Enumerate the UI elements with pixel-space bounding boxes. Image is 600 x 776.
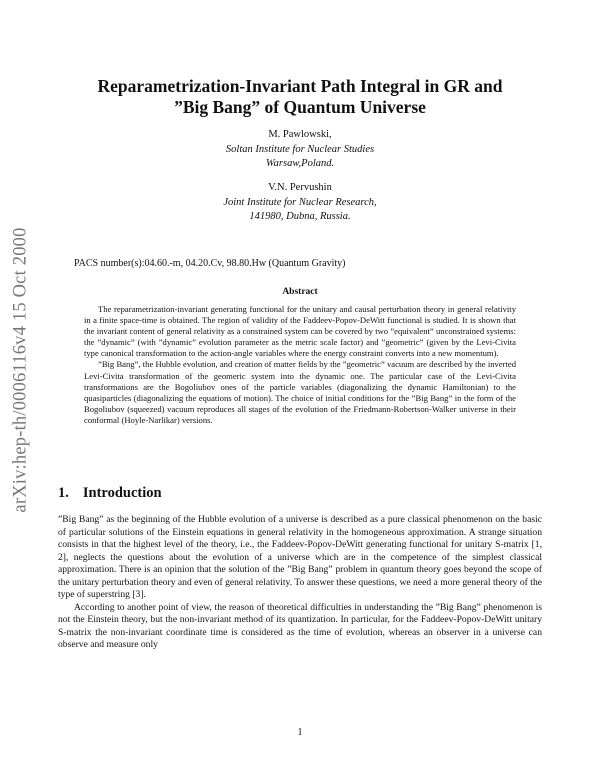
author-name: M. Pawlowski, <box>268 129 332 140</box>
abstract-paragraph: ”Big Bang”, the Hubble evolution, and creation of matter fields by the ”geometric” vacuum are described by the inverted Levi-Civita transformation of the geomeric system into the dynamic one. The particular case of the Levi-Civita transformations are the Bogoliubov ones of the particle variables (diagonalizing the dynamic Hamiltonian) to the quasiparticles (diagonalizing the equations of motion). The choice of initial conditions for the ”Big Bang” in the form of the Bogoliubov (squeezed) vacuum reproduces all stages of the evolution of the Friedmann-Robertson-Walker universe in their conformal (Hoyle-Narlikar) versions. <box>84 359 516 425</box>
author-affiliation: 141980, Dubna, Russia. <box>249 211 351 222</box>
abstract-text <box>84 304 516 426</box>
pacs-numbers: PACS number(s):04.60.-m, 04.20.Cv, 98.80.Hw (Quantum Gravity) <box>74 258 346 269</box>
title-line-1: Reparametrization-Invariant Path Integral in GR and <box>97 76 503 96</box>
arxiv-identifier: arXiv:hep-th/0006116v4 15 Oct 2000 <box>10 227 31 513</box>
section-title: Introduction <box>82 485 162 501</box>
paper-title <box>60 76 540 118</box>
author-name: V.N. Pervushin <box>268 182 332 193</box>
body-paragraph: According to another point of view, the reason of theoretical difficulties in understanding the ”Big Bang” phenomenon is not the Einstein theory, but the non-invariant method of its quantization. In particular, for the Faddeev-Popov-DeWitt unitary S-matrix the non-invariant coordinate time is considered as the time of evolution, whereas an observer in a universe can observe and measure only <box>58 601 542 651</box>
abstract-heading: Abstract <box>282 287 318 297</box>
author-affiliation: Soltan Institute for Nuclear Studies <box>225 143 375 155</box>
title-line-2: ”Big Bang” of Quantum Universe <box>174 97 426 117</box>
abstract-paragraph: The reparametrization-invariant generating functional for the unitary and causal perturbation theory in general relativity in a finite space-time is obtained. The region of validity of the Faddeev-Popov-DeWitt functional is studied. It is shown that the invariant content of general relativity as a constrained system can be covered by two ”equivalent” unconstrained systems: the ”dynamic” (with ”dynamic” evolution parameter as the metric scale factor) and ”geometric” (given by the Levi-Civita type canonical transformation to the action-angle variables where the energy constraint converts into a new momentum). <box>84 304 516 359</box>
author-affiliation: Joint Institute for Nuclear Research, <box>223 196 377 208</box>
body-paragraph: ”Big Bang” as the beginning of the Hubble evolution of a universe is described as a pure classical phenomenon on the basic of particular solutions of the Einstein equations in general relativity in the homogeneous approximation. A strange situation consists in that the highest level of the theory, i.e., the Faddeev-Popov-DeWitt generating functional for unitary S-matrix [1, 2], neglects the questions about the evolution of a universe which are in the competence of the simplest classical approximation. There is an opinion that the solution of the ”Big Bang” problem in quantum theory goes beyond the scope of the unitary perturbation theory and even of general relativity. To answer these questions, we need a more general theory of the type of superstring [3]. <box>58 514 542 601</box>
author-block-1 <box>100 128 500 172</box>
author-affiliation: Warsaw,Poland. <box>265 158 335 169</box>
body-text <box>58 514 542 652</box>
section-heading <box>58 485 162 502</box>
arxiv-side-label <box>6 210 36 530</box>
section-number: 1. <box>58 485 69 501</box>
page-number: 1 <box>297 727 303 738</box>
author-block-2 <box>100 181 500 225</box>
